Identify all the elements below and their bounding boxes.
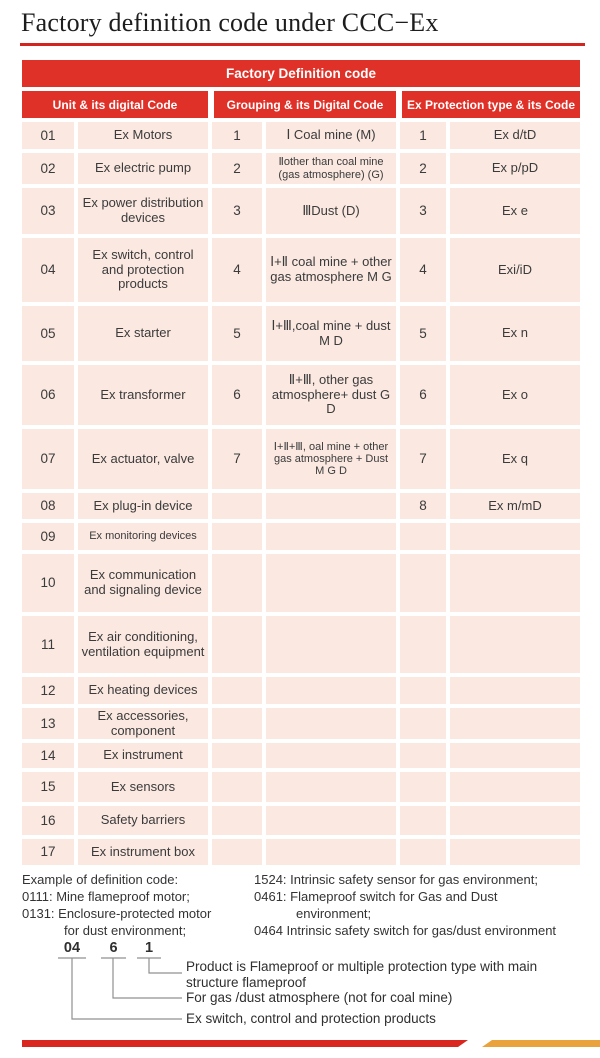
cell-unit-name: Ex electric pump — [78, 153, 208, 184]
breakdown-label-unit: Ex switch, control and protection products — [186, 1011, 436, 1026]
cell-unit-code: 01 — [22, 122, 74, 149]
cell-protection-name: Ex d/tD — [450, 122, 580, 149]
cell-protection-name — [450, 708, 580, 739]
cell-group-name — [266, 806, 396, 835]
cell-protection-name — [450, 839, 580, 865]
cell-unit-code: 09 — [22, 523, 74, 550]
cell-unit-code: 14 — [22, 743, 74, 768]
cell-protection-name — [450, 523, 580, 550]
note-line: 1524: Intrinsic safety sensor for gas environment; — [254, 872, 538, 887]
cell-group-code — [212, 616, 262, 673]
cell-group-code: 6 — [212, 365, 262, 425]
cell-unit-code: 10 — [22, 554, 74, 612]
cell-group-code — [212, 708, 262, 739]
table-title: Factory Definition code — [22, 60, 580, 87]
note-line: Example of definition code: — [22, 872, 179, 887]
cell-protection-name: Ex m/mD — [450, 493, 580, 519]
breakdown-digit-group: 6 — [109, 940, 118, 956]
note-line: environment; — [296, 905, 372, 921]
cell-unit-code: 05 — [22, 306, 74, 361]
cell-unit-name: Ex power distribution devices — [78, 188, 208, 234]
cell-protection-code: 4 — [400, 238, 446, 302]
cell-unit-name: Ex communication and signaling device — [78, 554, 208, 612]
page-title: Factory definition code under CCC−Ex — [21, 8, 439, 37]
cell-unit-name: Ex starter — [78, 306, 208, 361]
footer-bar-orange-segment — [480, 1040, 600, 1047]
footer-accent-bar — [22, 1040, 585, 1047]
cell-group-code — [212, 493, 262, 519]
cell-protection-name — [450, 554, 580, 612]
cell-unit-name: Ex plug-in device — [78, 493, 208, 519]
cell-unit-name: Ex sensors — [78, 772, 208, 802]
cell-protection-name: Ex p/pD — [450, 153, 580, 184]
cell-group-code — [212, 523, 262, 550]
factory-definition-table — [22, 60, 580, 865]
cell-protection-code: 5 — [400, 306, 446, 361]
cell-group-code — [212, 772, 262, 802]
cell-unit-name: Ex instrument — [78, 743, 208, 768]
cell-protection-code — [400, 677, 446, 704]
cell-group-name — [266, 708, 396, 739]
cell-protection-code: 1 — [400, 122, 446, 149]
cell-unit-name: Ex actuator, valve — [78, 429, 208, 489]
cell-group-name: Ⅱother than coal mine (gas atmosphere) (G) — [266, 153, 396, 184]
cell-unit-name: Ex switch, control and protection products — [78, 238, 208, 302]
column-header-protection: Ex Protection type & its Code — [402, 91, 580, 118]
cell-protection-name: Ex o — [450, 365, 580, 425]
cell-unit-code: 12 — [22, 677, 74, 704]
note-line: 0464 Intrinsic safety switch for gas/dust environment — [254, 922, 557, 938]
cell-unit-code: 17 — [22, 839, 74, 865]
cell-protection-code: 3 — [400, 188, 446, 234]
cell-protection-code — [400, 554, 446, 612]
cell-unit-code: 13 — [22, 708, 74, 739]
cell-protection-code — [400, 806, 446, 835]
cell-group-name — [266, 616, 396, 673]
cell-group-code: 1 — [212, 122, 262, 149]
cell-unit-name: Ex instrument box — [78, 839, 208, 865]
cell-group-name: Ⅱ+Ⅲ, other gas atmosphere+ dust G D — [266, 365, 396, 425]
cell-group-code: 7 — [212, 429, 262, 489]
cell-unit-name: Ex Motors — [78, 122, 208, 149]
cell-group-name: Ⅰ Coal mine (M) — [266, 122, 396, 149]
cell-group-code — [212, 743, 262, 768]
table-body — [22, 122, 580, 865]
table-column-headers — [22, 91, 580, 118]
cell-group-name — [266, 493, 396, 519]
note-line: 0461: Flameproof switch for Gas and Dust — [254, 888, 498, 904]
cell-group-code — [212, 839, 262, 865]
cell-group-code — [212, 554, 262, 612]
cell-unit-code: 04 — [22, 238, 74, 302]
breakdown-label-group: For gas /dust atmosphere (not for coal mine) — [186, 990, 453, 1005]
cell-protection-name — [450, 806, 580, 835]
cell-protection-name: Ex n — [450, 306, 580, 361]
footer-bar-red-segment — [22, 1040, 468, 1047]
cell-group-code — [212, 806, 262, 835]
breakdown-digit-protection: 1 — [144, 940, 154, 956]
cell-protection-name — [450, 677, 580, 704]
code-breakdown-diagram — [0, 940, 600, 1038]
cell-unit-code: 02 — [22, 153, 74, 184]
cell-group-name: Ⅰ+Ⅲ,coal mine + dust M D — [266, 306, 396, 361]
cell-unit-code: 11 — [22, 616, 74, 673]
cell-protection-name — [450, 616, 580, 673]
cell-unit-name: Ex monitoring devices — [78, 523, 208, 550]
cell-protection-code: 6 — [400, 365, 446, 425]
notes-left-column — [22, 872, 254, 940]
column-header-grouping: Grouping & its Digital Code — [214, 91, 396, 118]
cell-unit-code: 08 — [22, 493, 74, 519]
note-line: 0131: Enclosure-protected motor — [22, 905, 212, 921]
cell-unit-name: Ex accessories, component — [78, 708, 208, 739]
cell-unit-code: 15 — [22, 772, 74, 802]
cell-protection-name — [450, 772, 580, 802]
cell-unit-name: Ex transformer — [78, 365, 208, 425]
cell-protection-code — [400, 523, 446, 550]
cell-group-name — [266, 839, 396, 865]
cell-group-name — [266, 772, 396, 802]
cell-group-code: 4 — [212, 238, 262, 302]
cell-unit-code: 16 — [22, 806, 74, 835]
notes-right-column — [254, 872, 588, 940]
cell-group-name — [266, 523, 396, 550]
cell-group-name — [266, 554, 396, 612]
note-line: for dust environment; — [64, 922, 187, 938]
cell-protection-code — [400, 839, 446, 865]
cell-group-code — [212, 677, 262, 704]
cell-group-name: Ⅰ+Ⅱ coal mine + other gas atmosphere M G — [266, 238, 396, 302]
cell-group-name: Ⅰ+Ⅱ+Ⅲ, oal mine + other gas atmosphere + Dust M G D — [266, 429, 396, 489]
cell-protection-code — [400, 708, 446, 739]
cell-protection-name: Ex q — [450, 429, 580, 489]
cell-unit-code: 07 — [22, 429, 74, 489]
cell-protection-code — [400, 743, 446, 768]
cell-unit-code: 06 — [22, 365, 74, 425]
cell-group-name — [266, 743, 396, 768]
cell-protection-name: Ex e — [450, 188, 580, 234]
cell-group-code: 3 — [212, 188, 262, 234]
title-underline — [20, 43, 585, 46]
cell-group-name — [266, 677, 396, 704]
definition-code-examples — [22, 872, 588, 940]
breakdown-digit-unit: 04 — [63, 940, 81, 956]
cell-unit-name: Ex heating devices — [78, 677, 208, 704]
cell-protection-name: Exi/iD — [450, 238, 580, 302]
cell-protection-code — [400, 616, 446, 673]
cell-protection-code — [400, 772, 446, 802]
cell-unit-name: Ex air conditioning, ventilation equipment — [78, 616, 208, 673]
cell-protection-code: 2 — [400, 153, 446, 184]
note-line: 0111: Mine flameproof motor; — [22, 888, 190, 904]
column-header-unit: Unit & its digital Code — [22, 91, 208, 118]
cell-group-name: ⅢDust (D) — [266, 188, 396, 234]
cell-unit-name: Safety barriers — [78, 806, 208, 835]
cell-protection-code: 7 — [400, 429, 446, 489]
cell-unit-code: 03 — [22, 188, 74, 234]
cell-protection-code: 8 — [400, 493, 446, 519]
cell-group-code: 2 — [212, 153, 262, 184]
breakdown-label-protection: Product is Flameproof or multiple protection type with main structure flameproof — [186, 959, 538, 990]
cell-protection-name — [450, 743, 580, 768]
cell-group-code: 5 — [212, 306, 262, 361]
